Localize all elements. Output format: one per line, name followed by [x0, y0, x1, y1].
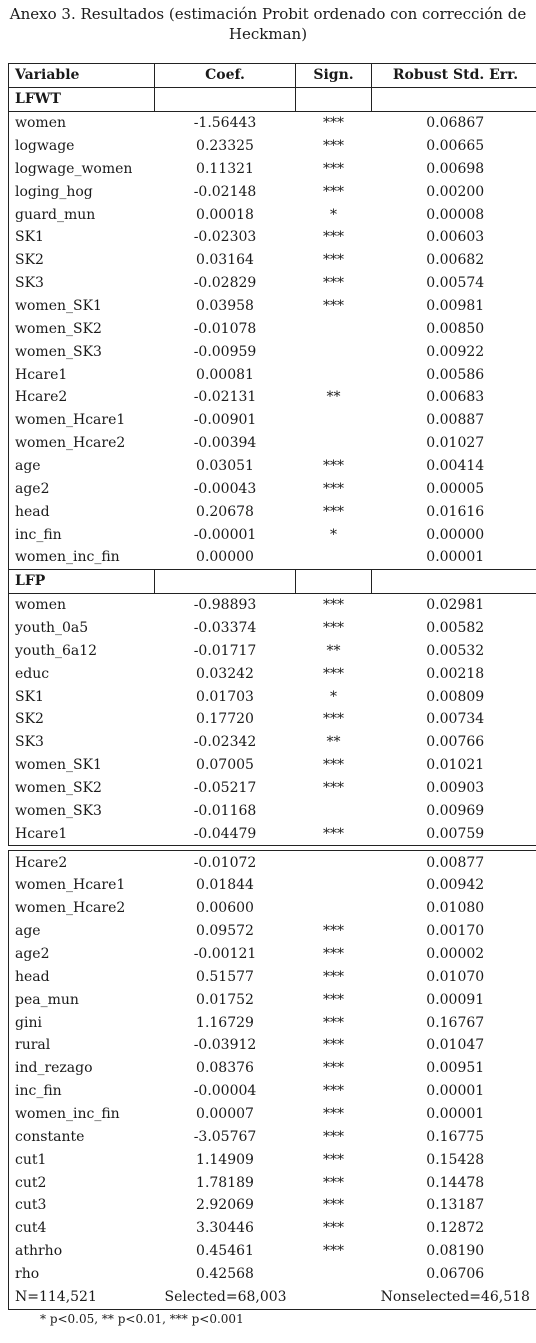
coef-cell: 0.09572 — [196, 923, 254, 940]
table-row — [9, 1103, 536, 1126]
std-err-cell: 0.01047 — [372, 1034, 536, 1057]
std-err-cell: 0.00603 — [372, 226, 536, 249]
header-coef: Coef. — [155, 64, 296, 88]
coef-cell: 0.01752 — [196, 991, 254, 1008]
variable-cell: women_inc_fin — [9, 546, 155, 569]
variable-cell: constante — [9, 1125, 155, 1148]
table-row — [9, 455, 536, 478]
variable-cell: women_SK1 — [9, 754, 155, 777]
sign-cell — [296, 546, 372, 569]
variable-cell: women_SK3 — [9, 799, 155, 822]
std-err-cell: 0.00414 — [372, 455, 536, 478]
coef-cell: -0.01717 — [193, 642, 257, 659]
coef-cell: 0.00600 — [196, 900, 254, 917]
coef-cell: -0.02829 — [193, 275, 257, 292]
sign-cell: *** — [323, 1197, 344, 1214]
std-err-cell: 0.00850 — [372, 317, 536, 340]
std-err-cell: 0.00903 — [372, 777, 536, 800]
table-row — [9, 1194, 536, 1217]
table-row — [9, 799, 536, 822]
variable-cell: women — [9, 593, 155, 616]
table-row — [9, 386, 536, 409]
section-empty-cell — [296, 87, 372, 111]
std-err-cell: 0.06867 — [372, 111, 536, 134]
variable-cell: Hcare1 — [9, 822, 155, 845]
variable-cell: age — [9, 455, 155, 478]
variable-cell: gini — [9, 1011, 155, 1034]
sign-cell: *** — [323, 1037, 344, 1054]
coef-cell: -0.03912 — [193, 1037, 257, 1054]
sign-cell — [296, 363, 372, 386]
table-row — [9, 822, 536, 845]
section-empty-cell — [155, 87, 296, 111]
std-err-cell: 0.00200 — [372, 180, 536, 203]
coef-cell: -0.02303 — [193, 229, 257, 246]
coef-cell: 0.17720 — [196, 711, 254, 728]
std-err-cell: 0.00698 — [372, 157, 536, 180]
variable-cell: women_Hcare2 — [9, 897, 155, 920]
coef-cell: 0.01844 — [196, 877, 254, 894]
sign-cell: *** — [296, 822, 372, 845]
std-err-cell: 0.12872 — [372, 1217, 536, 1240]
header-row — [9, 64, 536, 88]
sign-cell: *** — [323, 1243, 344, 1260]
std-err-cell: 0.00532 — [372, 639, 536, 662]
variable-cell: youth_0a5 — [9, 617, 155, 640]
sign-cell — [296, 897, 372, 920]
table-row — [9, 617, 536, 640]
sign-cell — [296, 432, 372, 455]
table-row — [9, 432, 536, 455]
variable-cell: women_Hcare1 — [9, 874, 155, 897]
coef-cell: 0.23325 — [196, 137, 254, 154]
coef-cell: -0.02131 — [193, 389, 257, 406]
variable-cell: cut3 — [9, 1194, 155, 1217]
coef-cell: 0.45461 — [196, 1243, 254, 1260]
coef-cell: 1.14909 — [196, 1151, 254, 1168]
header-variable: Variable — [9, 64, 155, 88]
table-row — [9, 685, 536, 708]
table-row — [9, 409, 536, 432]
std-err-cell: 0.00682 — [372, 249, 536, 272]
variable-cell: age — [9, 920, 155, 943]
selected-count: Selected=68,003 — [155, 1286, 296, 1310]
variable-cell: rural — [9, 1034, 155, 1057]
variable-cell: educ — [9, 662, 155, 685]
sign-cell: *** — [323, 252, 344, 269]
std-err-cell: 0.00001 — [372, 546, 536, 569]
sign-cell: *** — [323, 457, 344, 474]
std-err-cell: 0.14478 — [372, 1171, 536, 1194]
sign-cell: *** — [323, 619, 344, 636]
results-table — [8, 63, 536, 1310]
std-err-cell: 0.00582 — [372, 617, 536, 640]
table-row — [9, 180, 536, 203]
std-err-cell: 0.00586 — [372, 363, 536, 386]
variable-cell: head — [9, 500, 155, 523]
variable-cell: women — [9, 111, 155, 134]
summary-empty-cell — [296, 1286, 372, 1310]
variable-cell: women_Hcare1 — [9, 409, 155, 432]
coef-cell: 3.30446 — [196, 1220, 254, 1237]
section-header-row — [9, 569, 536, 593]
sign-cell: *** — [323, 137, 344, 154]
sign-cell: ** — [326, 642, 341, 659]
coef-cell: -0.03374 — [193, 619, 257, 636]
table-row — [9, 1034, 536, 1057]
variable-cell: cut2 — [9, 1171, 155, 1194]
coef-cell: -0.01072 — [155, 851, 296, 874]
coef-cell: 0.00018 — [196, 206, 254, 223]
sign-cell: *** — [323, 780, 344, 796]
sign-cell: *** — [323, 757, 344, 774]
std-err-cell: 0.00809 — [372, 685, 536, 708]
std-err-cell: 0.01021 — [372, 754, 536, 777]
table-row — [9, 1057, 536, 1080]
coef-cell: -0.00959 — [193, 343, 257, 360]
sign-cell — [296, 851, 372, 874]
sign-cell: *** — [323, 160, 344, 177]
section-header-row — [9, 87, 536, 111]
std-err-cell: 0.01616 — [372, 500, 536, 523]
table-row — [9, 1263, 536, 1286]
variable-cell: cut4 — [9, 1217, 155, 1240]
variable-cell: rho — [9, 1263, 155, 1286]
coef-cell: 0.03958 — [196, 297, 254, 314]
coef-cell: 1.16729 — [196, 1014, 254, 1031]
sign-cell: * — [330, 206, 337, 223]
table-row — [9, 111, 536, 134]
table-row — [9, 851, 536, 874]
sign-cell: *** — [323, 1060, 344, 1077]
table-row — [9, 897, 536, 920]
std-err-cell: 0.00969 — [372, 799, 536, 822]
variable-cell: inc_fin — [9, 523, 155, 546]
coef-cell: 1.78189 — [196, 1174, 254, 1191]
variable-cell: inc_fin — [9, 1080, 155, 1103]
variable-cell: women_inc_fin — [9, 1103, 155, 1126]
sign-cell — [296, 409, 372, 432]
sign-cell: *** — [323, 1014, 344, 1031]
std-err-cell: 0.00000 — [372, 523, 536, 546]
sign-cell — [296, 799, 372, 822]
sign-cell: *** — [323, 1083, 344, 1100]
coef-cell: 0.42568 — [196, 1266, 254, 1283]
variable-cell: SK2 — [9, 708, 155, 731]
sign-cell: *** — [323, 597, 344, 614]
sign-cell: *** — [323, 1128, 344, 1145]
sign-cell — [296, 340, 372, 363]
header-std-err: Robust Std. Err. — [372, 64, 536, 88]
table-row — [9, 546, 536, 569]
table-row — [9, 135, 536, 158]
table-row — [9, 157, 536, 180]
table-row — [9, 731, 536, 754]
table-row — [9, 272, 536, 295]
table-row — [9, 1080, 536, 1103]
table-row — [9, 988, 536, 1011]
sign-cell: *** — [323, 297, 344, 314]
std-err-cell: 0.00877 — [372, 851, 536, 874]
coef-cell: -0.98893 — [193, 597, 257, 614]
sign-cell: *** — [323, 275, 344, 292]
coef-cell: -0.01168 — [193, 802, 257, 819]
std-err-cell: 0.00001 — [372, 1103, 536, 1126]
variable-cell: women_SK2 — [9, 317, 155, 340]
table-row — [9, 340, 536, 363]
std-err-cell: 0.00951 — [372, 1057, 536, 1080]
variable-cell: cut1 — [9, 1148, 155, 1171]
sign-cell: *** — [323, 923, 344, 940]
sign-cell: *** — [323, 115, 344, 132]
coef-cell: 0.00007 — [196, 1106, 254, 1123]
coef-cell: 0.03164 — [196, 252, 254, 269]
variable-cell: Hcare2 — [9, 386, 155, 409]
coef-cell: -0.00901 — [193, 412, 257, 429]
variable-cell: athrho — [9, 1240, 155, 1263]
std-err-cell: 0.00001 — [372, 1080, 536, 1103]
table-row — [9, 203, 536, 226]
coef-cell: -3.05767 — [193, 1128, 257, 1145]
table-row — [9, 965, 536, 988]
variable-cell: Hcare2 — [9, 851, 155, 874]
table-row — [9, 874, 536, 897]
sign-cell: *** — [323, 1106, 344, 1123]
std-err-cell: 0.00005 — [372, 477, 536, 500]
sign-cell: *** — [323, 968, 344, 985]
std-err-cell: 0.00766 — [372, 731, 536, 754]
std-err-cell: 0.00574 — [372, 272, 536, 295]
coef-cell: -0.02148 — [193, 183, 257, 200]
section-title: LFWT — [9, 87, 155, 111]
sign-cell: *** — [323, 1220, 344, 1237]
table-row — [9, 1217, 536, 1240]
std-err-cell: 0.00942 — [372, 874, 536, 897]
variable-cell: loging_hog — [9, 180, 155, 203]
std-err-cell: 0.00170 — [372, 920, 536, 943]
variable-cell: SK1 — [9, 685, 155, 708]
coef-cell: 0.08376 — [196, 1060, 254, 1077]
coef-cell: 0.01703 — [196, 688, 254, 705]
std-err-cell: 0.00002 — [372, 943, 536, 966]
sign-cell: ** — [326, 389, 341, 406]
significance-note: * p<0.05, ** p<0.01, *** p<0.001 — [40, 1312, 244, 1326]
table-row — [9, 1240, 536, 1263]
coef-cell: 0.00000 — [155, 546, 296, 569]
section-empty-cell — [372, 569, 536, 593]
table-row — [9, 1148, 536, 1171]
table-caption: Anexo 3. Resultados (estimación Probit ordenado con corrección de Heckman) — [9, 5, 527, 43]
coef-cell: -0.00001 — [193, 526, 257, 543]
variable-cell: women_SK1 — [9, 295, 155, 318]
coef-cell: 0.03242 — [196, 665, 254, 682]
sign-cell: *** — [323, 1151, 344, 1168]
section-title: LFP — [9, 569, 155, 593]
variable-cell: women_Hcare2 — [9, 432, 155, 455]
variable-cell: SK1 — [9, 226, 155, 249]
std-err-cell: 0.00091 — [372, 988, 536, 1011]
table-row — [9, 639, 536, 662]
coef-cell: -0.04479 — [155, 822, 296, 845]
coef-cell: -0.02342 — [193, 734, 257, 751]
coef-cell: 0.20678 — [196, 503, 254, 520]
variable-cell: SK3 — [9, 731, 155, 754]
std-err-cell: 0.01070 — [372, 965, 536, 988]
summary-row — [9, 1286, 536, 1310]
variable-cell: age2 — [9, 477, 155, 500]
variable-cell: head — [9, 965, 155, 988]
sign-cell: *** — [323, 229, 344, 246]
sign-cell: * — [330, 526, 337, 543]
sign-cell: * — [330, 688, 337, 705]
nonselected-count: Nonselected=46,518 — [372, 1286, 536, 1310]
std-err-cell: 0.00683 — [372, 386, 536, 409]
table-row — [9, 943, 536, 966]
variable-cell: SK2 — [9, 249, 155, 272]
section-empty-cell — [155, 569, 296, 593]
variable-cell: age2 — [9, 943, 155, 966]
sign-cell: *** — [323, 711, 344, 728]
variable-cell: youth_6a12 — [9, 639, 155, 662]
std-err-cell: 0.02981 — [372, 593, 536, 616]
table-row — [9, 662, 536, 685]
std-err-cell: 0.00008 — [372, 203, 536, 226]
sign-cell — [296, 874, 372, 897]
std-err-cell: 0.08190 — [372, 1240, 536, 1263]
std-err-cell: 0.00922 — [372, 340, 536, 363]
coef-cell: -0.00043 — [193, 480, 257, 497]
variable-cell: women_SK2 — [9, 777, 155, 800]
std-err-cell: 0.01080 — [372, 897, 536, 920]
std-err-cell: 0.00665 — [372, 135, 536, 158]
std-err-cell: 0.06706 — [372, 1263, 536, 1286]
sign-cell: *** — [323, 480, 344, 497]
variable-cell: women_SK3 — [9, 340, 155, 363]
coef-cell: -0.00394 — [193, 435, 257, 452]
sign-cell: *** — [323, 991, 344, 1008]
variable-cell: pea_mun — [9, 988, 155, 1011]
coef-cell: 0.51577 — [196, 968, 254, 985]
sign-cell: ** — [326, 734, 341, 751]
coef-cell: -0.00004 — [193, 1083, 257, 1100]
table-row — [9, 363, 536, 386]
table-row — [9, 754, 536, 777]
sign-cell: *** — [323, 946, 344, 963]
sign-cell: *** — [323, 665, 344, 682]
std-err-cell: 0.00218 — [372, 662, 536, 685]
coef-cell: 0.07005 — [196, 757, 254, 774]
table-row — [9, 1171, 536, 1194]
variable-cell: SK3 — [9, 272, 155, 295]
std-err-cell: 0.00981 — [372, 295, 536, 318]
std-err-cell: 0.15428 — [372, 1148, 536, 1171]
n-observations: N=114,521 — [9, 1286, 155, 1310]
table-row — [9, 708, 536, 731]
sign-cell: *** — [323, 503, 344, 520]
table-row — [9, 477, 536, 500]
std-err-cell: 0.16767 — [372, 1011, 536, 1034]
coef-cell: -0.01078 — [193, 320, 257, 337]
table-row — [9, 777, 536, 800]
section-empty-cell — [296, 569, 372, 593]
coef-cell: -0.00121 — [193, 946, 257, 963]
coef-cell: 0.11321 — [196, 160, 254, 177]
header-sign: Sign. — [296, 64, 372, 88]
sign-cell — [296, 1263, 372, 1286]
sign-cell: *** — [323, 1174, 344, 1191]
std-err-cell: 0.00734 — [372, 708, 536, 731]
coef-cell: -1.56443 — [193, 115, 257, 132]
variable-cell: ind_rezago — [9, 1057, 155, 1080]
table-row — [9, 317, 536, 340]
sign-cell — [296, 317, 372, 340]
coef-cell: 0.00081 — [196, 366, 254, 383]
std-err-cell: 0.13187 — [372, 1194, 536, 1217]
variable-cell: logwage — [9, 135, 155, 158]
variable-cell: guard_mun — [9, 203, 155, 226]
variable-cell: logwage_women — [9, 157, 155, 180]
coef-cell: -0.05217 — [193, 780, 257, 796]
table-row — [9, 249, 536, 272]
table-row — [9, 500, 536, 523]
table-row — [9, 523, 536, 546]
std-err-cell: 0.00887 — [372, 409, 536, 432]
std-err-cell: 0.01027 — [372, 432, 536, 455]
variable-cell: Hcare1 — [9, 363, 155, 386]
coef-cell: 0.03051 — [196, 457, 254, 474]
std-err-cell: 0.00759 — [372, 822, 536, 845]
table-body — [9, 87, 536, 1309]
sign-cell: *** — [323, 183, 344, 200]
table-row — [9, 295, 536, 318]
table-row — [9, 593, 536, 616]
table-row — [9, 1125, 536, 1148]
coef-cell: 2.92069 — [196, 1197, 254, 1214]
section-empty-cell — [372, 87, 536, 111]
std-err-cell: 0.16775 — [372, 1125, 536, 1148]
table-row — [9, 920, 536, 943]
table-row — [9, 226, 536, 249]
table-row — [9, 1011, 536, 1034]
